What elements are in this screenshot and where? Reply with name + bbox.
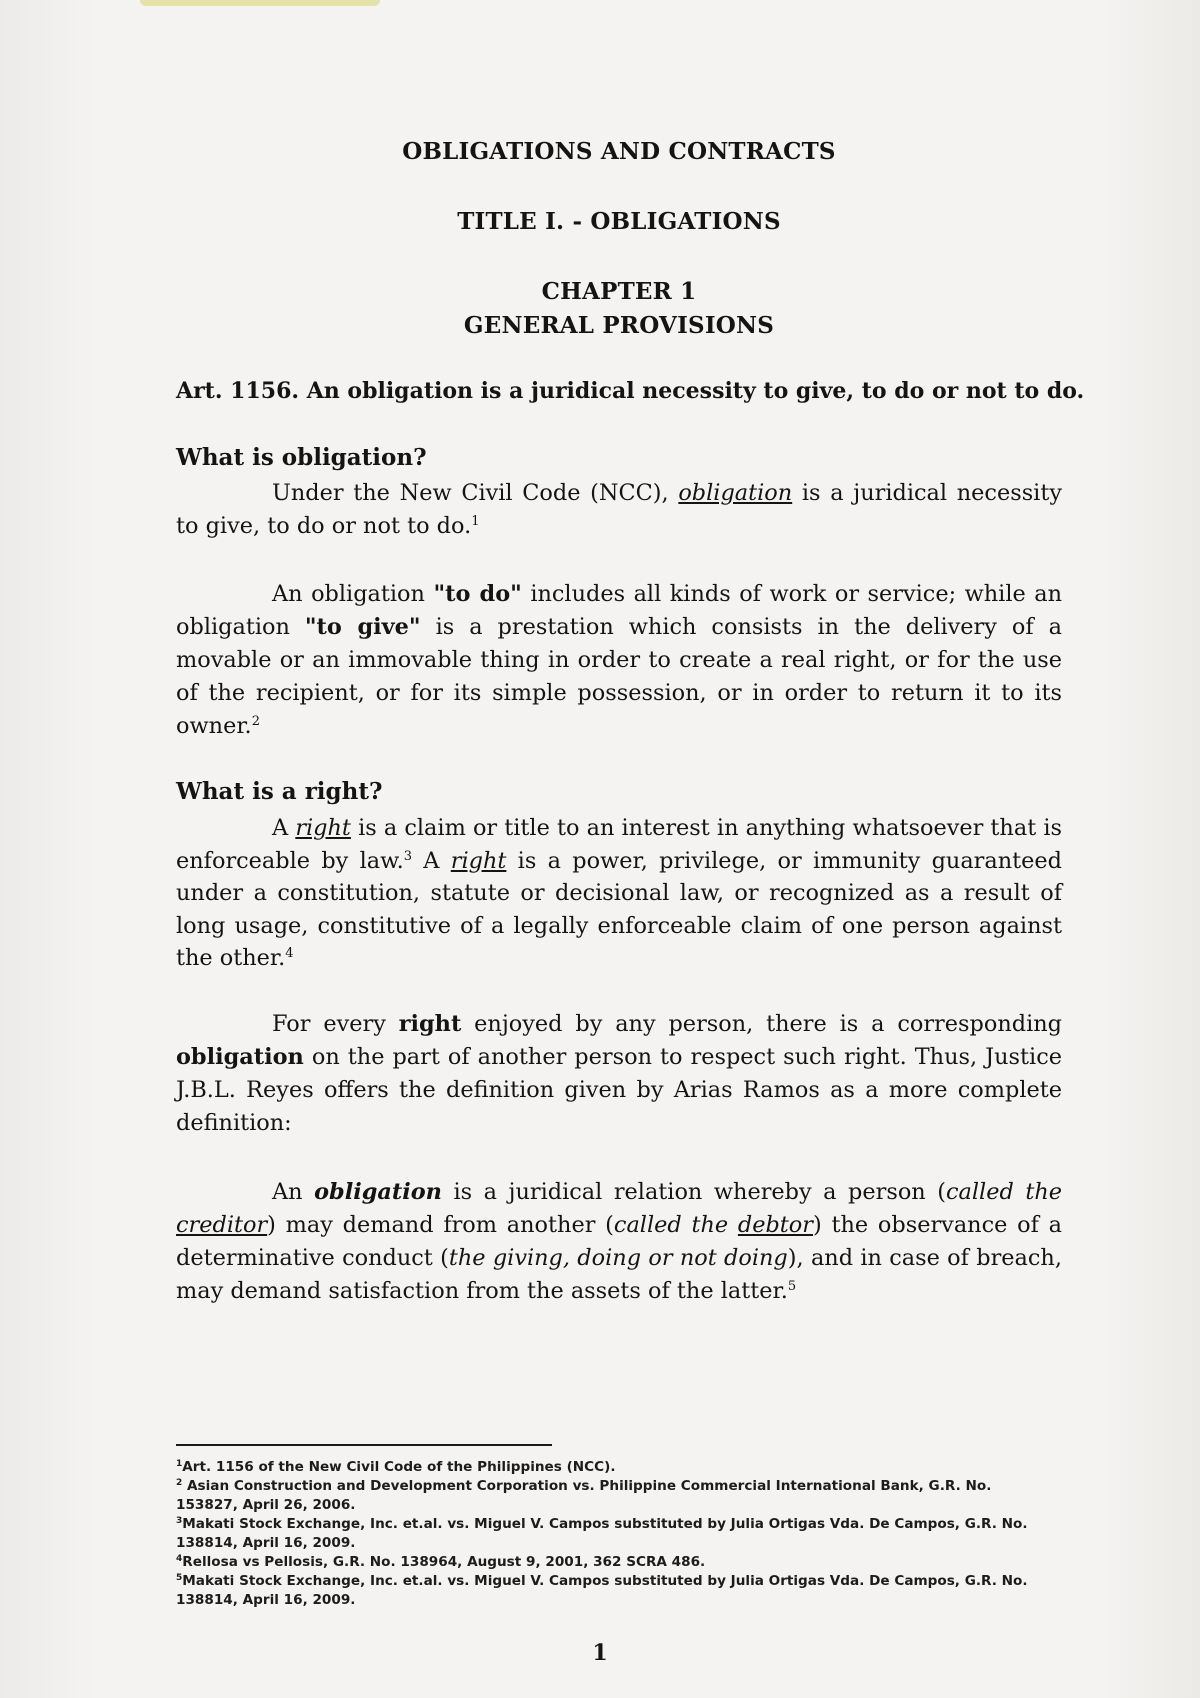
chapter-name: GENERAL PROVISIONS	[463, 312, 775, 339]
title-section-heading: TITLE I. - OBLIGATIONS	[457, 208, 781, 235]
footnote-ref-2: 2	[251, 714, 260, 729]
term-right: right	[295, 815, 351, 841]
footnote-ref-3: 3	[403, 848, 413, 864]
footnote-separator	[176, 1444, 552, 1446]
chapter-heading: CHAPTER 1	[541, 278, 697, 305]
question-what-is-obligation: What is obligation?	[176, 444, 427, 471]
document-title: OBLIGATIONS AND CONTRACTS	[402, 138, 836, 165]
footnote-3: $^3$Makati Stock Exchange, Inc. et.al. vs. Miguel V. Campos substituted by Julia Ortigas Vda. De Campos, G.R. No. 138814, April 16, 2009.	[176, 1516, 1028, 1551]
footnote-ref-1: 1	[471, 514, 480, 529]
term-debtor: debtor	[737, 1212, 813, 1238]
term-creditor: creditor	[176, 1212, 268, 1238]
footnote-ref-5: 5	[787, 1279, 797, 1294]
term-obligation: obligation	[678, 480, 793, 506]
page-number: 1	[592, 1640, 608, 1666]
paragraph-corresponding-obligation: For every right enjoyed by any person, there is a corresponding obligation on the part of another person to respect such right. Thus, Justice J.B.L. Reyes offers the definition given by Arias Ramos as a more complete definition:	[176, 1011, 1062, 1136]
footnote-2: $^2$ Asian Construction and Development Corporation vs. Philippine Commercial International Bank, G.R. No. 153827, April 26, 2006.	[176, 1478, 992, 1513]
footnote-1: $^1$Art. 1156 of the New Civil Code of the Philippines (NCC).	[176, 1459, 616, 1475]
footnotes	[176, 1458, 1046, 1610]
question-what-is-a-right: What is a right?	[176, 778, 383, 805]
paragraph-obligation-definition: Under the New Civil Code (NCC), obligation is a juridical necessity to give, to do or not to do.$^1$	[176, 480, 1062, 539]
footnote-4: $^4$Rellosa vs Pellosis, G.R. No. 138964, August 9, 2001, 362 SCRA 486.	[176, 1554, 706, 1570]
term-right-2: right	[450, 847, 507, 874]
article-heading: Art. 1156. An obligation is a juridical necessity to give, to do or not to do.	[176, 378, 1085, 404]
paragraph-to-do-to-give: An obligation "to do" includes all kinds of work or service; while an obligation "to give" is a prestation which consists in the delivery of a movable or an immovable thing in order to create a real right, or for the use of the recipient, or for its simple possession, or in order to return it to its owner.$^2$	[176, 581, 1063, 739]
paragraph-arias-ramos-definition: An obligation is a juridical relation whereby a person (called the creditor) may demand from another (called the debtor) the observance of a determinative conduct (the giving, doing or not doing), and in case of breach, may demand satisfaction from the assets of the latter.$^5$	[176, 1179, 1063, 1304]
scan-smudge	[140, 0, 380, 6]
footnote-ref-4: 4	[285, 946, 294, 961]
footnote-5: $^5$Makati Stock Exchange, Inc. et.al. vs. Miguel V. Campos substituted by Julia Ortigas Vda. De Campos, G.R. No. 138814, April 16, 2009.	[176, 1573, 1028, 1608]
paragraph-right-definition: A right is a claim or title to an interest in anything whatsoever that is enforceable by law.$^3$ A right is a power, privilege, or immunity guaranteed under a constitution, statute or decisional law, or recognized as a result of long usage, constitutive of a legally enforceable claim of one person against the other.$^4$	[176, 815, 1062, 971]
